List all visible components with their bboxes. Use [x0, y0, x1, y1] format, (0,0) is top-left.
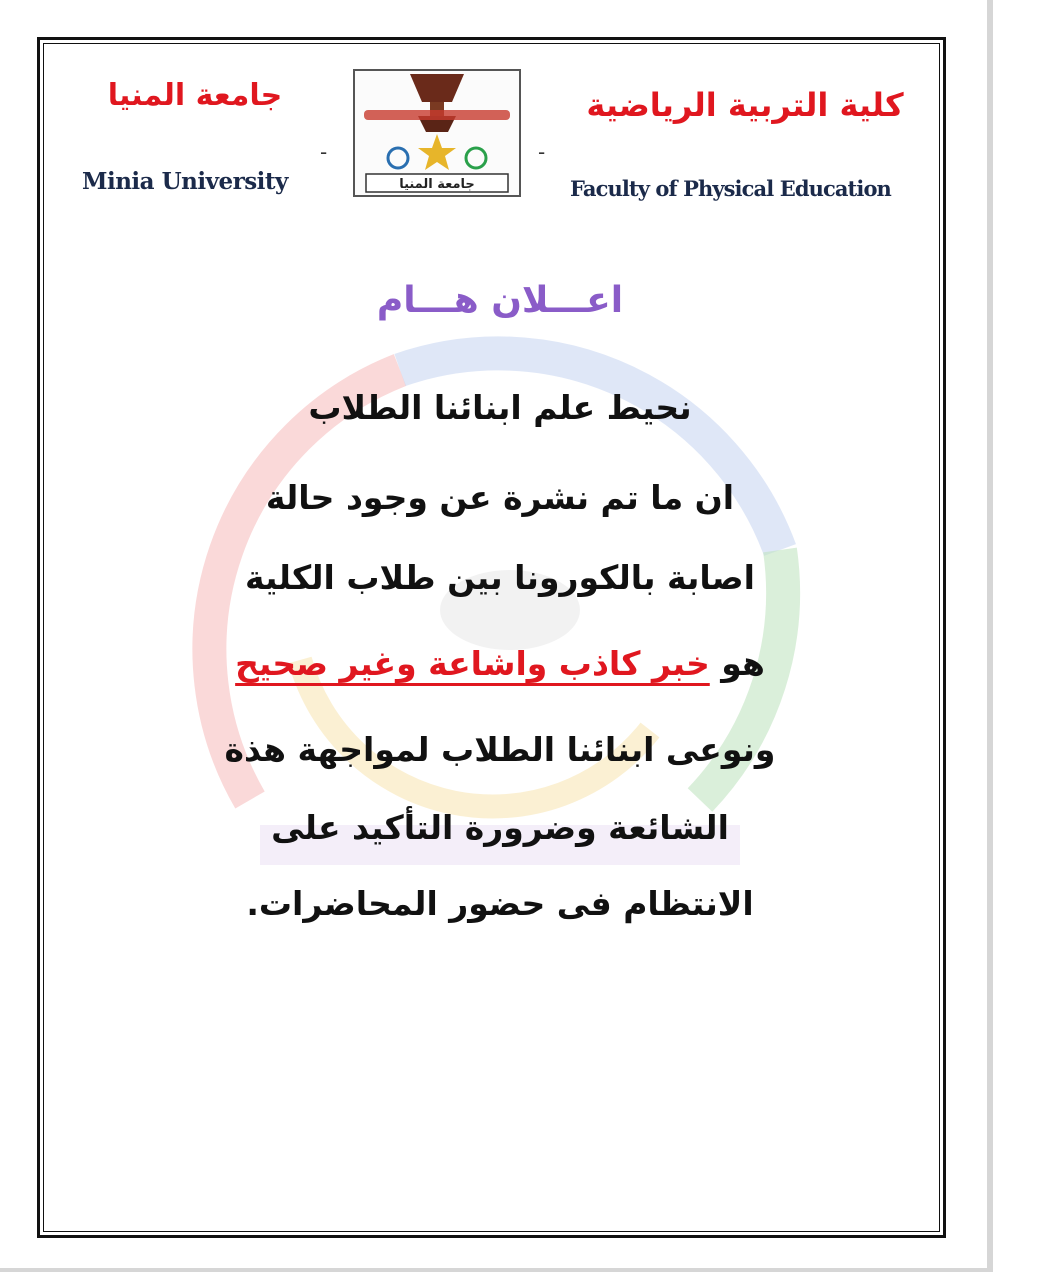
body-line-4 — [120, 644, 880, 683]
page-shadow-right — [987, 0, 993, 1272]
body-line-4-prefix: هو — [721, 644, 765, 683]
page-shadow-bottom — [0, 1268, 993, 1272]
body-line-2: ان ما تم نشرة عن وجود حالة — [265, 478, 735, 517]
body-line-6: الشائعة وضرورة التأكيد على — [271, 808, 729, 847]
body-line-7: الانتظام فى حضور المحاضرات. — [246, 884, 754, 923]
fake-news-highlight: خبر كاذب واشاعة وغير صحيح — [235, 644, 710, 683]
body-line-5: ونوعى ابنائنا الطلاب لمواجهة هذة — [224, 730, 776, 769]
header-separator-left: - — [320, 140, 328, 164]
body-line-3: اصابة بالكورونا بين طلاب الكلية — [244, 558, 755, 597]
faculty-logo-icon — [352, 68, 522, 198]
header-separator-right: - — [538, 140, 546, 164]
university-name-english: Minia University — [82, 168, 288, 195]
faculty-name-arabic: كلية التربية الرياضية — [586, 86, 904, 124]
body-line-1: نحيط علم ابنائنا الطلاب — [308, 388, 692, 427]
announcement-title: اعـــلان هـــام — [376, 280, 624, 321]
faculty-name-english: Faculty of Physical Education — [570, 176, 891, 201]
university-name-arabic: جامعة المنيا — [107, 78, 283, 113]
logo-caption: جامعة المنيا — [399, 177, 475, 192]
